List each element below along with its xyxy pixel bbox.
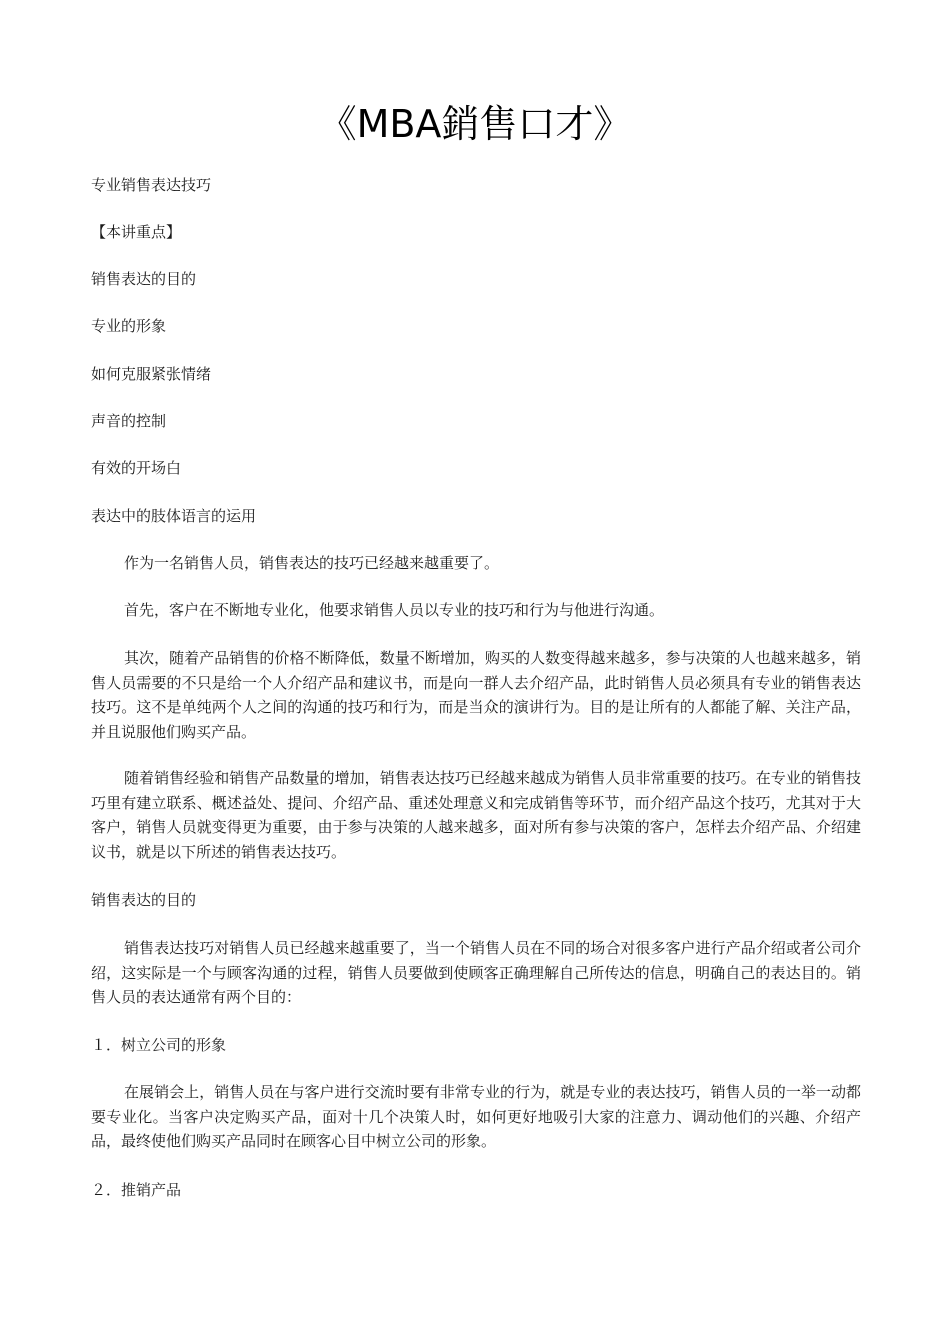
key-point-item: 声音的控制 [91, 412, 167, 430]
key-point-item: 有效的开场白 [91, 459, 182, 477]
document-subtitle: 专业销售表达技巧 [91, 176, 212, 194]
key-point-item: 专业的形象 [91, 317, 167, 335]
document-title: 《MBA銷售口才》 [318, 102, 632, 146]
body-paragraph: 随着销售经验和销售产品数量的增加，销售表达技巧已经越来越成为销售人员非常重要的技巧。在专业的销售技巧里有建立联系、概述益处、提问、介绍产品、重述处理意义和完成销售等环节，而介绍产品这个技巧，尤其对于大客户，销售人员就变得更为重要，由于参与决策的人越来越多，面对所有参与决策的客户，怎样去介绍产品、介绍建议书，就是以下所述的销售表达技巧。 [91, 769, 861, 861]
numbered-heading: １．树立公司的形象 [91, 1036, 227, 1054]
body-paragraph: 销售表达技巧对销售人员已经越来越重要了，当一个销售人员在不同的场合对很多客户进行产品介绍或者公司介绍，这实际是一个与顾客沟通的过程，销售人员要做到使顾客正确理解自己所传达的信息，明确自己的表达目的。销售人员的表达通常有两个目的： [91, 939, 861, 1006]
body-paragraph: 作为一名销售人员，销售表达的技巧已经越来越重要了。 [124, 554, 500, 572]
numbered-heading: ２．推销产品 [91, 1181, 182, 1199]
body-paragraph: 在展销会上，销售人员在与客户进行交流时要有非常专业的行为，就是专业的表达技巧，销售人员的一举一动都要专业化。当客户决定购买产品，面对十几个决策人时，如何更好地吸引大家的注意力、调动他们的兴趣、介绍产品，最终使他们购买产品同时在顾客心目中树立公司的形象。 [91, 1083, 861, 1150]
key-point-item: 如何克服紧张情绪 [91, 365, 212, 383]
key-points-header: 【本讲重点】 [91, 223, 182, 241]
body-paragraph: 首先，客户在不断地专业化，他要求销售人员以专业的技巧和行为与他进行沟通。 [124, 601, 665, 619]
key-point-item: 销售表达的目的 [91, 270, 197, 288]
body-paragraph: 其次，随着产品销售的价格不断降低，数量不断增加，购买的人数变得越来越多，参与决策的人也越来越多，销售人员需要的不只是给一个人介绍产品和建议书，而是向一群人去介绍产品，此时销售人员必须具有专业的销售表达技巧。这不是单纯两个人之间的沟通的技巧和行为，而是当众的演讲行为。目的是让所有的人都能了解、关注产品，并且说服他们购买产品。 [91, 649, 861, 741]
key-point-item: 表达中的肢体语言的运用 [91, 507, 257, 525]
section-heading: 销售表达的目的 [91, 891, 197, 909]
